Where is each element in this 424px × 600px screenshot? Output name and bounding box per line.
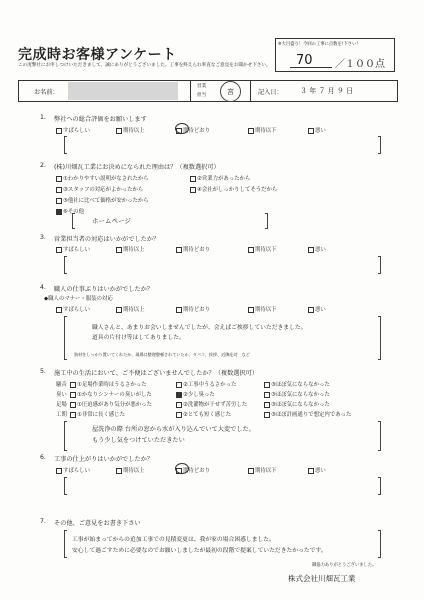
checkbox-icon bbox=[264, 402, 270, 408]
q7-answer-line-2: 安心して過ごすために必要なのでお願いしましたが最初の段階で提案していただきたかったです。 bbox=[72, 548, 327, 554]
checkbox-icon bbox=[190, 187, 196, 193]
q2-reason-2: ②営業力があったから bbox=[190, 174, 250, 182]
date-value: ３ 年 ７ 月 ９ 日 bbox=[300, 87, 354, 95]
score-note: ※大目盛り！今回の工事に点数を!下さい！ bbox=[278, 42, 361, 47]
checked-box-icon bbox=[56, 209, 62, 215]
stamp-text: 宮 bbox=[227, 87, 234, 96]
q2-reason-6: ⑥その他 bbox=[56, 207, 84, 215]
checkbox-icon bbox=[56, 198, 62, 204]
q1-number: 1. bbox=[40, 114, 46, 121]
q5-smell-2: ②少し臭った bbox=[176, 390, 215, 398]
checkbox-icon bbox=[116, 307, 122, 313]
checkbox-icon bbox=[308, 307, 314, 313]
q7-answer-line-1: 工事が始まってからの追加工事での見積変更は、我が家の場合困惑しました。 bbox=[72, 537, 275, 543]
checkbox-icon bbox=[248, 468, 254, 474]
page-subtitle: この度弊社にお申しつけいただきまして、誠にありがとうございました。工事を終えられ率直なご意見をお聞かせ下さい。 bbox=[18, 63, 271, 68]
q6-bracket-right bbox=[378, 477, 381, 495]
sales-label-2: 担当 bbox=[197, 93, 207, 98]
checkbox-icon bbox=[176, 247, 182, 253]
checkbox-icon bbox=[176, 402, 182, 408]
q5-text: 施工中の生活において、ご不便はございませんでしたか？（複数選択可） bbox=[54, 370, 259, 377]
q7-text: その他、ご意見をお書き下さい bbox=[54, 520, 141, 527]
footer-company: 株式会社川畑瓦工業 bbox=[288, 574, 356, 583]
sales-divider-right bbox=[250, 80, 251, 102]
q1-bracket-left bbox=[64, 136, 67, 154]
q6-number: 6. bbox=[40, 454, 46, 461]
q6-option-1: すばらしい bbox=[56, 466, 90, 474]
q5-smell-1: ①かなりシンナーの臭いがした bbox=[70, 390, 152, 398]
checkbox-icon bbox=[56, 176, 62, 182]
q5-answer-line-2: もう少し気をつけていただきたい bbox=[92, 437, 185, 444]
q1-bracket-right bbox=[378, 136, 381, 154]
q4-bracket-left bbox=[64, 316, 67, 360]
q5-bracket-left bbox=[64, 421, 67, 451]
q6-option-3: 期待どおり bbox=[176, 466, 210, 474]
q5-scaffold-3: ③ほぼ気にならなかった bbox=[264, 400, 330, 408]
q5-noise-2: ②工事中うるさかった bbox=[176, 380, 236, 388]
q4-text: 職人の仕事ぶりはいかがでしたか？ bbox=[54, 286, 153, 293]
checkbox-icon bbox=[176, 307, 182, 313]
q6-option-5: 悪い bbox=[308, 466, 326, 474]
q6-text: 工事の仕上がりはいかがでしたか？ bbox=[54, 456, 153, 463]
q2-reason-3: ③スタッフの対応がよかったから bbox=[56, 185, 143, 193]
q2-text: (株)川畑瓦工業にお決めになられた理由は？（複数選択可） bbox=[54, 164, 220, 171]
checkbox-icon bbox=[308, 247, 314, 253]
checkbox-icon bbox=[308, 468, 314, 474]
q4-option-1: すばらしい bbox=[56, 305, 90, 313]
page-title: 完成時お客様アンケート bbox=[18, 47, 177, 63]
checkbox-icon bbox=[70, 392, 76, 398]
q5-row-scaffold-label: 足場 bbox=[56, 402, 67, 408]
q5-scaffold-2: ②洗濯物が干せず苦労した bbox=[176, 400, 247, 408]
q5-row-noise-label: 騒音 bbox=[56, 382, 67, 388]
checkbox-icon bbox=[176, 382, 182, 388]
checked-box-icon bbox=[176, 392, 182, 398]
sales-divider-left bbox=[190, 80, 191, 102]
q4-answer-line-1: 職人さんと、あまりお会いしませんでしたが、会えばご挨拶していただきました。 bbox=[92, 325, 307, 331]
q6-check bbox=[175, 463, 189, 474]
checkbox-icon bbox=[176, 412, 182, 418]
q7-bracket-left bbox=[64, 530, 67, 558]
checkbox-icon bbox=[70, 412, 76, 418]
q2-other-answer: ホームページ bbox=[92, 217, 131, 225]
q5-row-period-label: 工期 bbox=[56, 412, 67, 418]
q2-reason-1: ①わかりやすい説明がなされたから bbox=[56, 174, 149, 182]
q2-bracket-left bbox=[72, 213, 75, 229]
checkbox-icon bbox=[264, 412, 270, 418]
checkbox-icon bbox=[248, 247, 254, 253]
checkbox-icon bbox=[116, 247, 122, 253]
footer-thanks: 御協力ありがとうございました。 bbox=[312, 563, 377, 568]
q5-row-smell-label: 臭い bbox=[56, 392, 67, 398]
q5-noise-1: ①足場作業時はうるさかった bbox=[70, 380, 147, 388]
q1-option-5: 悪い bbox=[308, 126, 326, 134]
q4-number: 4. bbox=[40, 284, 46, 291]
checkbox-icon bbox=[248, 307, 254, 313]
q2-reason-5: ⑤他社に比べて価格が安かったから bbox=[56, 196, 149, 204]
checkbox-icon bbox=[56, 128, 62, 134]
q1-option-2: 期待以上 bbox=[116, 126, 145, 134]
checkbox-icon bbox=[116, 128, 122, 134]
q6-bracket-left bbox=[64, 477, 67, 495]
q4-option-3: 期待どおり bbox=[176, 305, 210, 313]
q3-bracket-right bbox=[378, 256, 381, 274]
q6-option-4: 期待以下 bbox=[248, 466, 277, 474]
sales-label-1: 営業 bbox=[197, 84, 207, 89]
q4-bracket-right bbox=[378, 316, 381, 360]
q4-answer-line-2: 道具の片付け等はしてありました。 bbox=[92, 335, 185, 341]
q5-number: 5. bbox=[40, 368, 46, 375]
date-label: 記入日： bbox=[258, 89, 283, 96]
q1-option-4: 期待以下 bbox=[248, 126, 277, 134]
q4-option-5: 悪い bbox=[308, 305, 326, 313]
q3-bracket-left bbox=[64, 256, 67, 274]
q3-option-4: 期待以下 bbox=[248, 245, 277, 253]
name-redaction bbox=[68, 82, 178, 100]
q4-hint: 資材をしっかり置いてくれたか、現場は整理整頓されていたか、タバコ、挨拶、近隣応対 など bbox=[74, 352, 250, 357]
checkbox-icon bbox=[56, 247, 62, 253]
q2-bracket-right bbox=[265, 213, 268, 229]
q5-period-1: ①非常に長く感じた bbox=[70, 410, 125, 418]
score-underline bbox=[290, 67, 332, 68]
checkbox-icon bbox=[264, 382, 270, 388]
q3-number: 3. bbox=[40, 234, 46, 241]
checkbox-icon bbox=[116, 468, 122, 474]
q5-bracket-right bbox=[378, 421, 381, 451]
q3-option-2: 期待以上 bbox=[116, 245, 145, 253]
q7-number: 7. bbox=[40, 518, 46, 525]
score-value: 70 bbox=[296, 53, 313, 68]
q3-option-1: すばらしい bbox=[56, 245, 90, 253]
q1-check bbox=[175, 123, 189, 134]
checkbox-icon bbox=[56, 307, 62, 313]
checkbox-icon bbox=[56, 187, 62, 193]
checkbox-icon bbox=[264, 392, 270, 398]
q6-option-2: 期待以上 bbox=[116, 466, 145, 474]
q4-subheading: ◆職人のマナー・服装の対応 bbox=[44, 296, 113, 302]
q3-option-3: 期待どおり bbox=[176, 245, 210, 253]
q5-answer-line-1: 屋洗浄の際 台所の窓から水が入り込んでいて大変でした。 bbox=[92, 426, 255, 433]
checkbox-icon bbox=[190, 176, 196, 182]
name-label: お名前： bbox=[34, 89, 59, 96]
checkbox-icon bbox=[308, 128, 314, 134]
q2-number: 2. bbox=[40, 162, 46, 169]
q4-option-2: 期待以上 bbox=[116, 305, 145, 313]
q5-noise-3: ③ほぼ気にならなかった bbox=[264, 380, 330, 388]
q4-option-4: 期待以下 bbox=[248, 305, 277, 313]
q3-text: 営業担当者の対応はいかがでしたか？ bbox=[54, 236, 160, 243]
checkbox-icon bbox=[70, 402, 76, 408]
q1-option-1: すばらしい bbox=[56, 126, 90, 134]
checkbox-icon bbox=[70, 382, 76, 388]
checkbox-icon bbox=[56, 468, 62, 474]
q1-option-3: 期待どおり bbox=[176, 126, 210, 134]
q3-option-5: 悪い bbox=[308, 245, 326, 253]
sales-stamp bbox=[220, 81, 241, 102]
q2-reason-4: ④会社がしっかりしてそうだから bbox=[190, 185, 277, 193]
checkbox-icon bbox=[248, 128, 254, 134]
score-suffix: ／１００点 bbox=[335, 59, 385, 70]
q5-period-3: ③ほぼ計画通りで想定内であった bbox=[264, 410, 351, 418]
q5-period-2: ②とても短く感じた bbox=[176, 410, 231, 418]
q7-bracket-right bbox=[378, 530, 381, 558]
q5-scaffold-1: ①圧迫感があり気分が悪かった bbox=[70, 400, 152, 408]
q1-text: 弊社への総合評価をお願いします bbox=[54, 116, 147, 123]
q5-smell-3: ③ほぼ気にならなかった bbox=[264, 390, 330, 398]
